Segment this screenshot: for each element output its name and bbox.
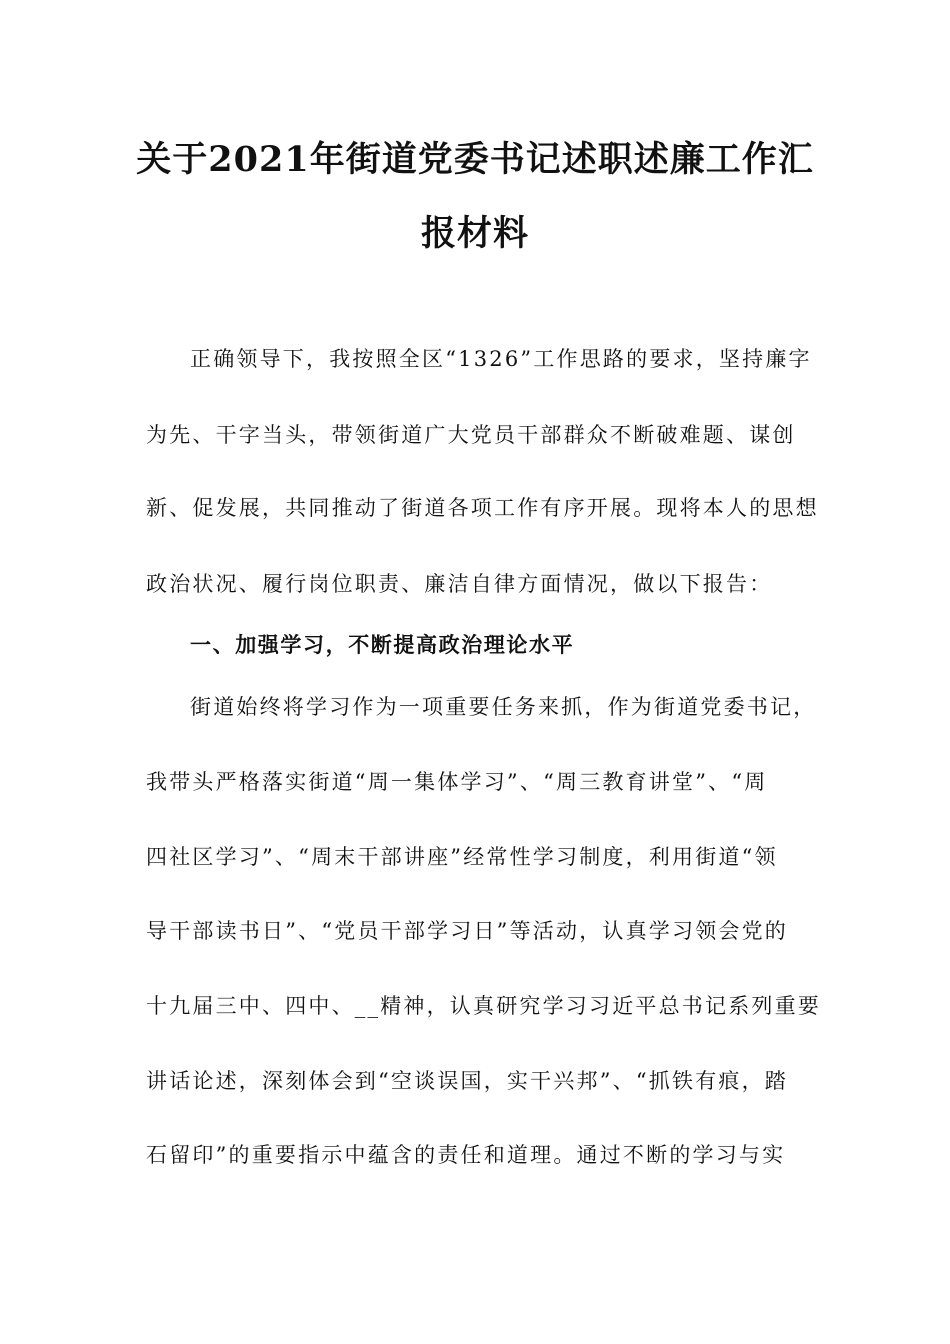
paragraph-line: 四社区学习”、“周末干部讲座”经常性学习制度，利用街道“领 bbox=[146, 845, 778, 869]
paragraph-line: 讲话论述，深刻体会到“空谈误国，实干兴邦”、“抓铁有痕，踏 bbox=[146, 1069, 789, 1093]
document-title-line-2: 报材料 bbox=[420, 213, 529, 254]
paragraph-line: 石留印”的重要指示中蕴含的责任和道理。通过不断的学习与实 bbox=[146, 1143, 786, 1167]
section-heading: 一、加强学习，不断提高政治理论水平 bbox=[190, 632, 575, 657]
paragraph-line: 为先、干字当头，带领街道广大党员干部群众不断破难题、谋创 bbox=[146, 423, 796, 447]
paragraph-line: 导干部读书日”、“党员干部学习日”等活动，认真学习领会党的 bbox=[146, 919, 789, 943]
paragraph-line: 新、促发展，共同推动了街道各项工作有序开展。现将本人的思想 bbox=[146, 496, 819, 520]
paragraph-line: 街道始终将学习作为一项重要任务来抓，作为街道党委书记， bbox=[190, 695, 817, 719]
paragraph-line: 十九届三中、四中、__精神，认真研究学习习近平总书记系列重要 bbox=[146, 994, 821, 1018]
paragraph-line: 政治状况、履行岗位职责、廉洁自律方面情况，做以下报告： bbox=[146, 572, 773, 596]
paragraph-line: 正确领导下，我按照全区“1326”工作思路的要求，坚持廉字 bbox=[190, 347, 812, 371]
paragraph-line: 我带头严格落实街道“周一集体学习”、“周三教育讲堂”、“周 bbox=[146, 770, 768, 794]
document-title-line-1: 关于2021年街道党委书记述职述廉工作汇 bbox=[136, 139, 814, 180]
